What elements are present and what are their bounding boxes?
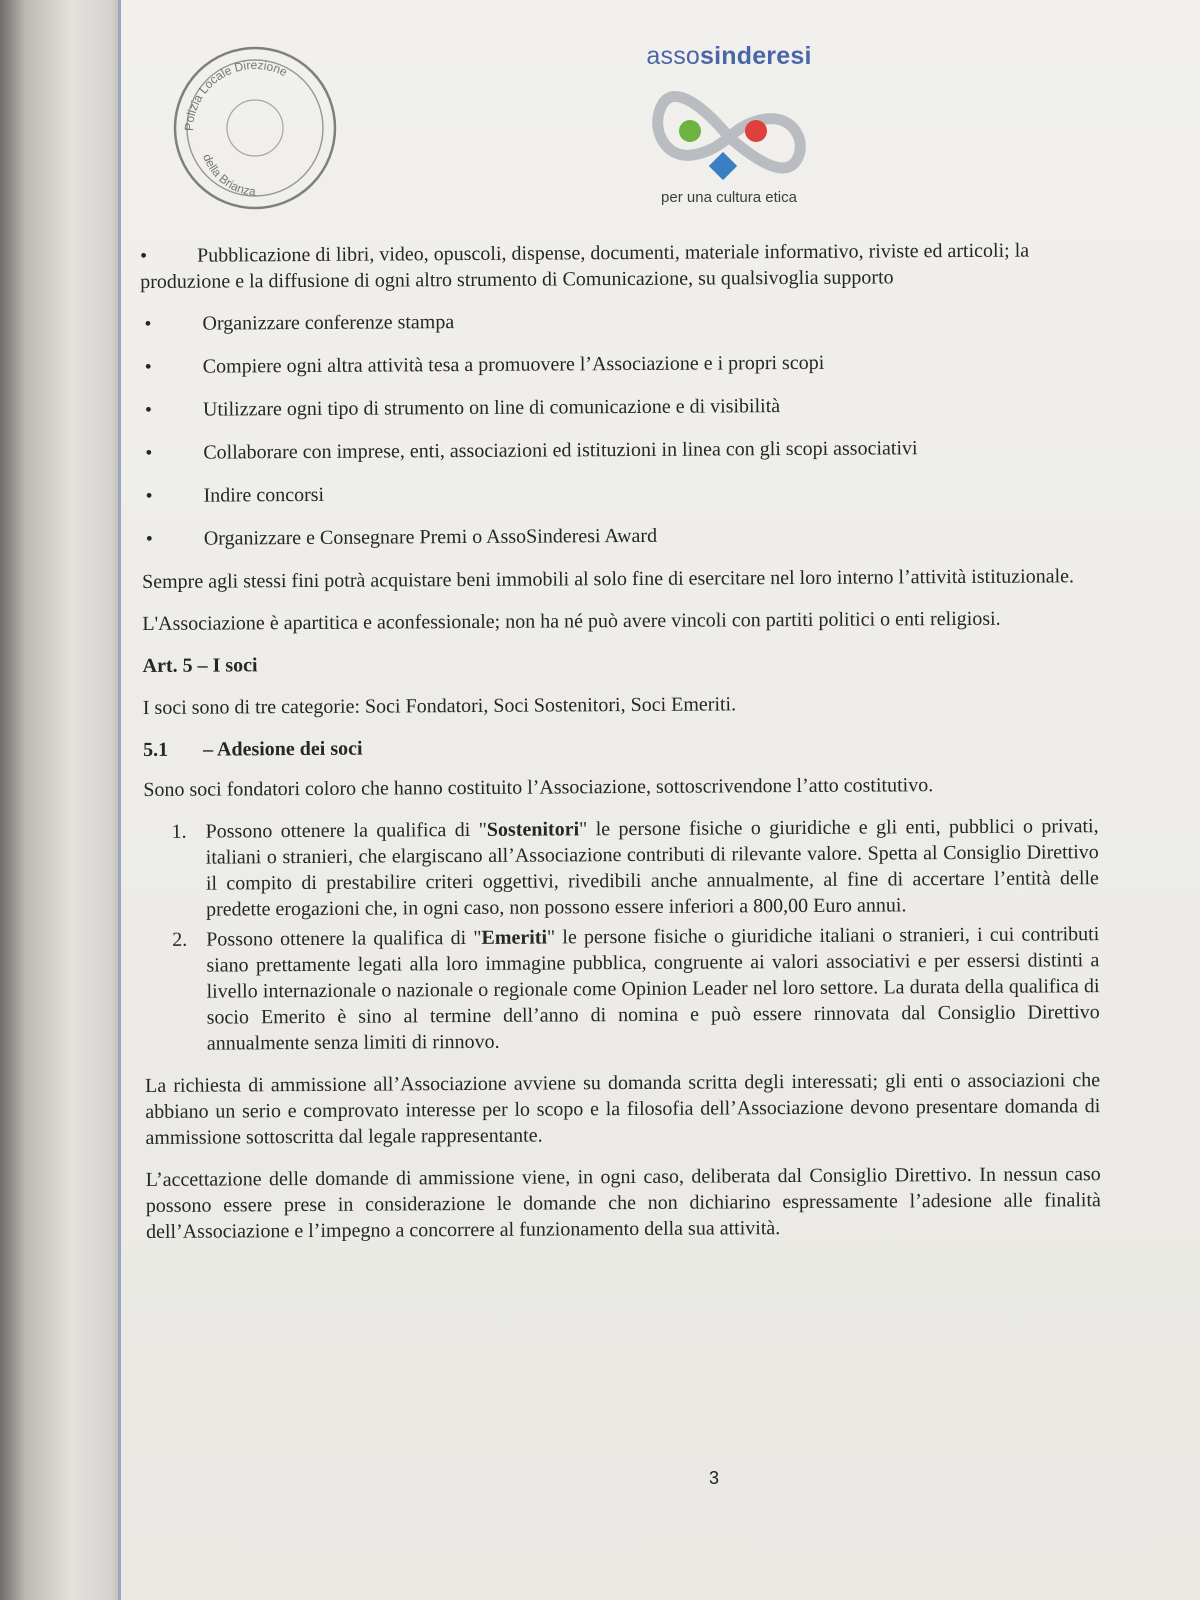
bullet-icon: • (144, 355, 152, 378)
item-number: 2. (172, 928, 188, 951)
infinity-logo-icon (644, 77, 814, 185)
paragraph-categorie: I soci sono di tre categorie: Soci Fondatori, Soci Sostenitori, Soci Emeriti. (142, 693, 737, 719)
bullet-text: Utilizzare ogni tipo di strumento on line di comunicazione e di visibilità (202, 395, 781, 421)
bullet-icon: • (140, 244, 148, 267)
list-item (141, 391, 1096, 423)
brand-logotype (589, 42, 869, 71)
list-item (142, 520, 1097, 552)
brand-bold: sinderesi (700, 42, 812, 70)
stamp-text-top: Polizia Locale Direzione (181, 57, 290, 132)
bullet-icon: • (145, 484, 153, 507)
tagline: per una cultura etica (661, 189, 797, 206)
item-number: 1. (171, 820, 187, 843)
document-body (140, 237, 1101, 1261)
article-heading: Art. 5 – I soci (142, 654, 258, 677)
bullet-icon: • (144, 398, 153, 421)
item-bold-term: Emeriti (481, 926, 548, 949)
binding-edge (0, 0, 130, 1600)
paragraph-fondatori: Sono soci fondatori coloro che hanno costituito l’Associazione, sottoscrivendone l’atto costitutivo. (143, 774, 934, 801)
bullet-text: Organizzare conferenze stampa (202, 311, 455, 335)
list-item (141, 434, 1096, 466)
item-bold-term: Sostenitori (486, 818, 580, 841)
numbered-item (144, 813, 1100, 923)
letterhead (589, 42, 869, 206)
section-heading (143, 731, 1098, 763)
svg-text:della Brianza (200, 152, 257, 199)
section-title: – Adesione dei soci (203, 737, 363, 761)
bullet-icon: • (144, 312, 152, 335)
numbered-item (144, 921, 1100, 1057)
item-text-pre: Possono ottenere la qualifica di " (206, 926, 482, 951)
bullet-text: Pubblicazione di libri, video, opuscoli, dispense, documenti, materiale informativo, riviste ed articoli; la produzione e la diffusione di ogni altro strumento di Comunicazione, su qualsivoglia supporto (140, 239, 1030, 293)
numbered-list (144, 813, 1100, 1057)
list-item (141, 348, 1096, 380)
stamp-text-bottom: della Brianza (200, 151, 257, 199)
bullet-icon: • (145, 441, 153, 464)
svg-text:Polizia Locale Direzione (182, 58, 290, 131)
official-stamp (163, 36, 348, 221)
page-number: 3 (709, 1468, 720, 1488)
green-dot-icon (679, 120, 701, 142)
blue-diamond-icon (709, 152, 737, 180)
list-item (140, 237, 1095, 295)
bullet-text: Compiere ogni altra attività tesa a promuovere l’Associazione e i propri scopi (202, 351, 825, 378)
bullet-text: Organizzare e Consegnare Premi o AssoSinderesi Award (203, 524, 658, 550)
paragraph-accettazione: L’accettazione delle domande di ammissione viene, in ogni caso, deliberata dal Consiglio Direttivo. In nessun caso possono essere prese in considerazione le domande che non dichiarino espressamente l’adesione alle finalità dell’Associazione e l’impegno a concorrere al funzionamento della sua attività. (145, 1163, 1101, 1243)
paragraph-richiesta: La richiesta di ammissione all’Associazione avviene su domanda scritta degli interessati; gli enti o associazioni che abbiano un serio e comprovato interesse per lo scopo e la filosofia dell’Associazione devono presentare domanda di ammissione sottoscritta dal legale rappresentante. (145, 1069, 1101, 1149)
list-item (140, 305, 1095, 337)
paragraph-apartitica: L'Associazione è apartitica e aconfessionale; non ha né può avere vincoli con partiti politici o enti religiosi. (142, 607, 1001, 635)
section-number: 5.1 (143, 738, 169, 761)
item-text-pre: Possono ottenere la qualifica di " (205, 818, 487, 843)
bullet-icon: • (145, 527, 153, 550)
bullet-text: Indire concorsi (203, 483, 325, 507)
item-text-post: " le persone fisiche o giuridiche italiani o stranieri, i cui contributi siano prettamente legati alla loro immagine pubblica, congruente ai valori associativi e per essersi distinti a livello internazionale o nazionale o regionale come Opinion Leader nel loro settore. La durata della qualifica di socio Emerito è sino al termine dell’anno di nomina e può essere rinnovata dal Consiglio Direttivo annualmente senza limiti di rinnovo. (206, 923, 1100, 1055)
brand-light: asso (646, 42, 701, 70)
item-text-post: " le persone fisiche o giuridiche e gli enti, pubblici o privati, italiani o stranieri, che elargiscano all’Associazione contributi di rilevante valore. Spetta al Consiglio Direttivo il compito di prestabilire criteri oggettivi, rivedibili anche annualmente, al fine di accertare l’entità delle predette erogazioni che, in ogni caso, non possono essere inferiori a 800,00 Euro annui. (205, 815, 1099, 921)
paragraph-immobili: Sempre agli stessi fini potrà acquistare beni immobili al solo fine di esercitare nel loro interno l’attività istituzionale. (142, 565, 1075, 593)
bullet-text: Collaborare con imprese, enti, associazioni ed istituzioni in linea con gli scopi associativi (203, 437, 918, 464)
red-dot-icon (745, 120, 767, 142)
list-item (141, 477, 1096, 509)
